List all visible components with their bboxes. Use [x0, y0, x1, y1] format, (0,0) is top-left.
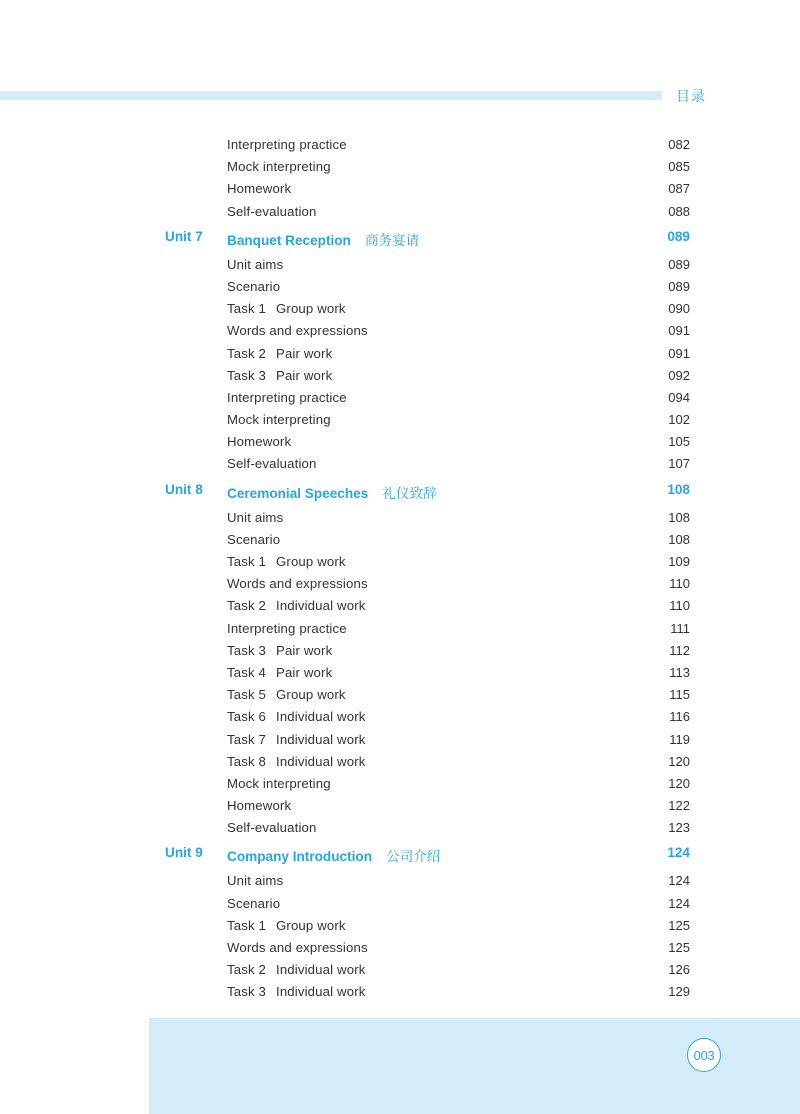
toc-entry-label [227, 434, 291, 449]
toc-entry-text: Pair work [276, 642, 333, 658]
unit-page-number: 089 [667, 228, 690, 244]
toc-entry[interactable] [0, 816, 800, 838]
toc-entry-label [227, 820, 317, 835]
toc-page-number: 122 [668, 798, 690, 814]
toc-page-number: 125 [668, 917, 690, 933]
toc-page-number: 105 [668, 434, 690, 450]
toc-entry-label [227, 940, 368, 955]
toc-entry-text: Homework [227, 181, 292, 197]
toc-entry-text: Homework [227, 434, 292, 450]
toc-entry-text: Individual work [276, 731, 366, 747]
toc-page-number: 111 [670, 620, 690, 636]
toc-task-number: Task 5 [227, 687, 267, 703]
toc-unit-heading[interactable] [0, 838, 800, 869]
toc-entry[interactable] [0, 958, 800, 980]
unit-title-cn: 公司介绍 [386, 849, 441, 866]
toc-task-number: Task 3 [227, 367, 267, 383]
toc-entry-text: Words and expressions [227, 576, 368, 592]
toc-task-number: Task 2 [227, 598, 267, 614]
toc-page-number: 088 [668, 203, 690, 219]
unit-title-en: Banquet Reception [227, 232, 351, 248]
toc-entry-label [227, 137, 347, 152]
toc-page-number: 094 [668, 389, 690, 405]
toc-entry[interactable] [0, 319, 800, 341]
toc-entry-label [227, 665, 332, 680]
toc-page-number: 126 [668, 962, 690, 978]
toc-entry-label [227, 159, 331, 174]
toc-entry-label [227, 754, 365, 769]
toc-entry-text: Group work [276, 301, 346, 317]
toc-page-number: 109 [668, 554, 690, 569]
toc-page-number: 091 [668, 323, 690, 339]
toc-page-number: 107 [668, 456, 690, 472]
toc-entry[interactable] [0, 980, 800, 1002]
toc-entry-label [227, 456, 317, 471]
toc-entry-label [227, 532, 280, 547]
toc-entry-label [227, 554, 346, 569]
toc-page-number: 112 [669, 642, 690, 658]
toc-entry-label [227, 896, 280, 911]
toc-page-number: 120 [668, 775, 690, 791]
toc-task-number: Task 7 [227, 731, 267, 747]
toc-entry-label [227, 323, 368, 338]
toc-page-number: 090 [668, 301, 690, 317]
page-number-badge: 003 [687, 1038, 721, 1072]
toc-unit-heading[interactable] [0, 222, 800, 253]
toc-entry-text: Words and expressions [227, 940, 368, 955]
toc-entry[interactable] [0, 133, 800, 155]
toc-entry-text: Individual work [276, 598, 366, 614]
unit-title [227, 229, 419, 249]
toc-entry-label [227, 412, 331, 427]
toc-entry[interactable] [0, 914, 800, 936]
toc-entry[interactable] [0, 506, 800, 528]
unit-page-number: 108 [667, 481, 690, 497]
toc-page-number: 125 [668, 940, 690, 955]
toc-entry-label [227, 984, 365, 999]
toc-entry[interactable] [0, 892, 800, 914]
toc-entry-text: Individual work [276, 984, 366, 1000]
toc-entry-label [227, 181, 291, 196]
toc-entry[interactable] [0, 155, 800, 177]
toc-task-number: Task 1 [227, 301, 267, 317]
toc-entry-text: Self-evaluation [227, 203, 317, 219]
toc-page-number: 108 [668, 531, 690, 547]
toc-page-number: 119 [669, 731, 690, 747]
unit-title-cn: 礼仪致辞 [382, 485, 437, 502]
toc-page-number: 087 [668, 181, 690, 197]
toc-entry-text: Interpreting practice [227, 389, 347, 405]
toc-page-number: 089 [668, 278, 690, 294]
toc-entry[interactable] [0, 342, 800, 364]
toc-page-number: 108 [668, 509, 690, 525]
toc-entry[interactable] [0, 253, 800, 275]
toc-entry-label [227, 257, 283, 272]
unit-number: Unit 7 [165, 228, 203, 244]
toc-entry-text: Pair work [276, 664, 333, 680]
unit-number: Unit 8 [165, 481, 203, 497]
toc-entry-text: Self-evaluation [227, 820, 317, 836]
unit-page-number: 124 [667, 845, 690, 861]
toc-page-number: 082 [668, 137, 690, 152]
toc-entry-text: Unit aims [227, 256, 284, 272]
toc-entry[interactable] [0, 617, 800, 639]
toc-entry-text: Homework [227, 798, 292, 814]
toc-page-number: 123 [668, 820, 690, 836]
toc-task-number: Task 3 [227, 642, 267, 658]
unit-title [227, 482, 437, 502]
toc-entry[interactable] [0, 572, 800, 594]
toc-page-number: 110 [669, 598, 690, 614]
toc-entry-label [227, 776, 331, 791]
toc-entry-label [227, 621, 347, 636]
toc-page-number: 092 [668, 367, 690, 383]
toc-entry-label [227, 510, 283, 525]
toc-entry[interactable] [0, 364, 800, 386]
toc-page-number: 113 [669, 664, 690, 680]
toc-entry-text: Group work [276, 917, 346, 933]
toc-entry[interactable] [0, 936, 800, 958]
toc-entry-label [227, 279, 280, 294]
toc-entry-text: Scenario [227, 278, 281, 294]
toc-entry[interactable] [0, 275, 800, 297]
toc-entry-text: Self-evaluation [227, 456, 317, 472]
toc-task-number: Task 6 [227, 709, 267, 725]
toc-page-number: 129 [668, 984, 690, 1000]
toc-entry[interactable] [0, 528, 800, 550]
toc-entry[interactable] [0, 683, 800, 705]
toc-entry-text: Mock interpreting [227, 412, 331, 428]
toc-entry-label [227, 687, 346, 702]
toc-entry-text: Mock interpreting [227, 775, 331, 791]
toc-task-number: Task 2 [227, 345, 267, 361]
table-of-contents [0, 133, 800, 1003]
toc-task-number: Task 8 [227, 753, 267, 769]
toc-entry[interactable] [0, 408, 800, 430]
toc-page-number: 116 [669, 709, 690, 725]
toc-entry-text: Pair work [276, 367, 333, 383]
toc-task-number: Task 2 [227, 962, 267, 978]
toc-page-number: 124 [668, 895, 690, 911]
toc-entry-text: Words and expressions [227, 323, 368, 339]
toc-page-number: 091 [668, 345, 690, 361]
unit-title [227, 845, 440, 865]
toc-page-number: 102 [668, 412, 690, 428]
toc-task-number: Task 1 [227, 917, 267, 933]
toc-entry[interactable] [0, 869, 800, 891]
toc-entry-label [227, 798, 291, 813]
toc-entry[interactable] [0, 177, 800, 199]
toc-entry[interactable] [0, 200, 800, 222]
toc-entry-label [227, 962, 365, 977]
toc-entry-label [227, 346, 332, 361]
header-title: 目录 [676, 88, 706, 104]
toc-entry-text: Individual work [276, 962, 366, 978]
toc-entry[interactable] [0, 794, 800, 816]
toc-page-number: 124 [668, 873, 690, 889]
toc-task-number: Task 3 [227, 984, 267, 1000]
toc-entry-label [227, 732, 365, 747]
toc-entry-label [227, 873, 283, 888]
toc-entry-text: Interpreting practice [227, 620, 347, 636]
toc-entry-text: Unit aims [227, 509, 284, 525]
toc-entry[interactable] [0, 705, 800, 727]
toc-entry[interactable] [0, 594, 800, 616]
toc-entry-label [227, 918, 346, 933]
toc-entry-text: Mock interpreting [227, 159, 331, 175]
toc-entry-text: Interpreting practice [227, 137, 347, 152]
toc-entry[interactable] [0, 772, 800, 794]
toc-page-number: 085 [668, 159, 690, 175]
toc-entry-label [227, 576, 368, 591]
toc-entry-text: Group work [276, 687, 346, 703]
toc-entry[interactable] [0, 430, 800, 452]
toc-page-number: 120 [668, 753, 690, 769]
toc-entry-text: Unit aims [227, 873, 284, 889]
toc-page-number: 089 [668, 256, 690, 272]
toc-entry[interactable] [0, 728, 800, 750]
toc-entry-text: Group work [276, 554, 346, 569]
unit-number: Unit 9 [165, 845, 203, 861]
unit-title-cn: 商务宴请 [364, 232, 420, 249]
toc-entry-text: Pair work [276, 345, 333, 361]
toc-entry-label [227, 643, 332, 658]
toc-task-number: Task 4 [227, 664, 267, 680]
toc-entry[interactable] [0, 639, 800, 661]
toc-entry-label [227, 709, 365, 724]
toc-page-number: 115 [669, 687, 690, 703]
toc-entry[interactable] [0, 297, 800, 319]
toc-entry[interactable] [0, 550, 800, 572]
toc-entry[interactable] [0, 386, 800, 408]
toc-page-number: 110 [669, 576, 690, 592]
toc-entry-text: Individual work [276, 753, 366, 769]
unit-title-en: Company Introduction [227, 849, 372, 865]
toc-unit-heading[interactable] [0, 475, 800, 506]
toc-entry-label [227, 204, 317, 219]
toc-entry-label [227, 301, 346, 316]
toc-entry[interactable] [0, 452, 800, 474]
toc-entry[interactable] [0, 661, 800, 683]
toc-entry-label [227, 390, 347, 405]
toc-entry[interactable] [0, 750, 800, 772]
toc-entry-label [227, 598, 365, 613]
toc-entry-text: Scenario [227, 531, 281, 547]
unit-title-en: Ceremonial Speeches [227, 485, 369, 501]
toc-entry-text: Scenario [227, 895, 281, 911]
toc-task-number: Task 1 [227, 554, 267, 569]
header-bar [0, 91, 662, 100]
toc-entry-label [227, 368, 332, 383]
toc-entry-text: Individual work [276, 709, 366, 725]
